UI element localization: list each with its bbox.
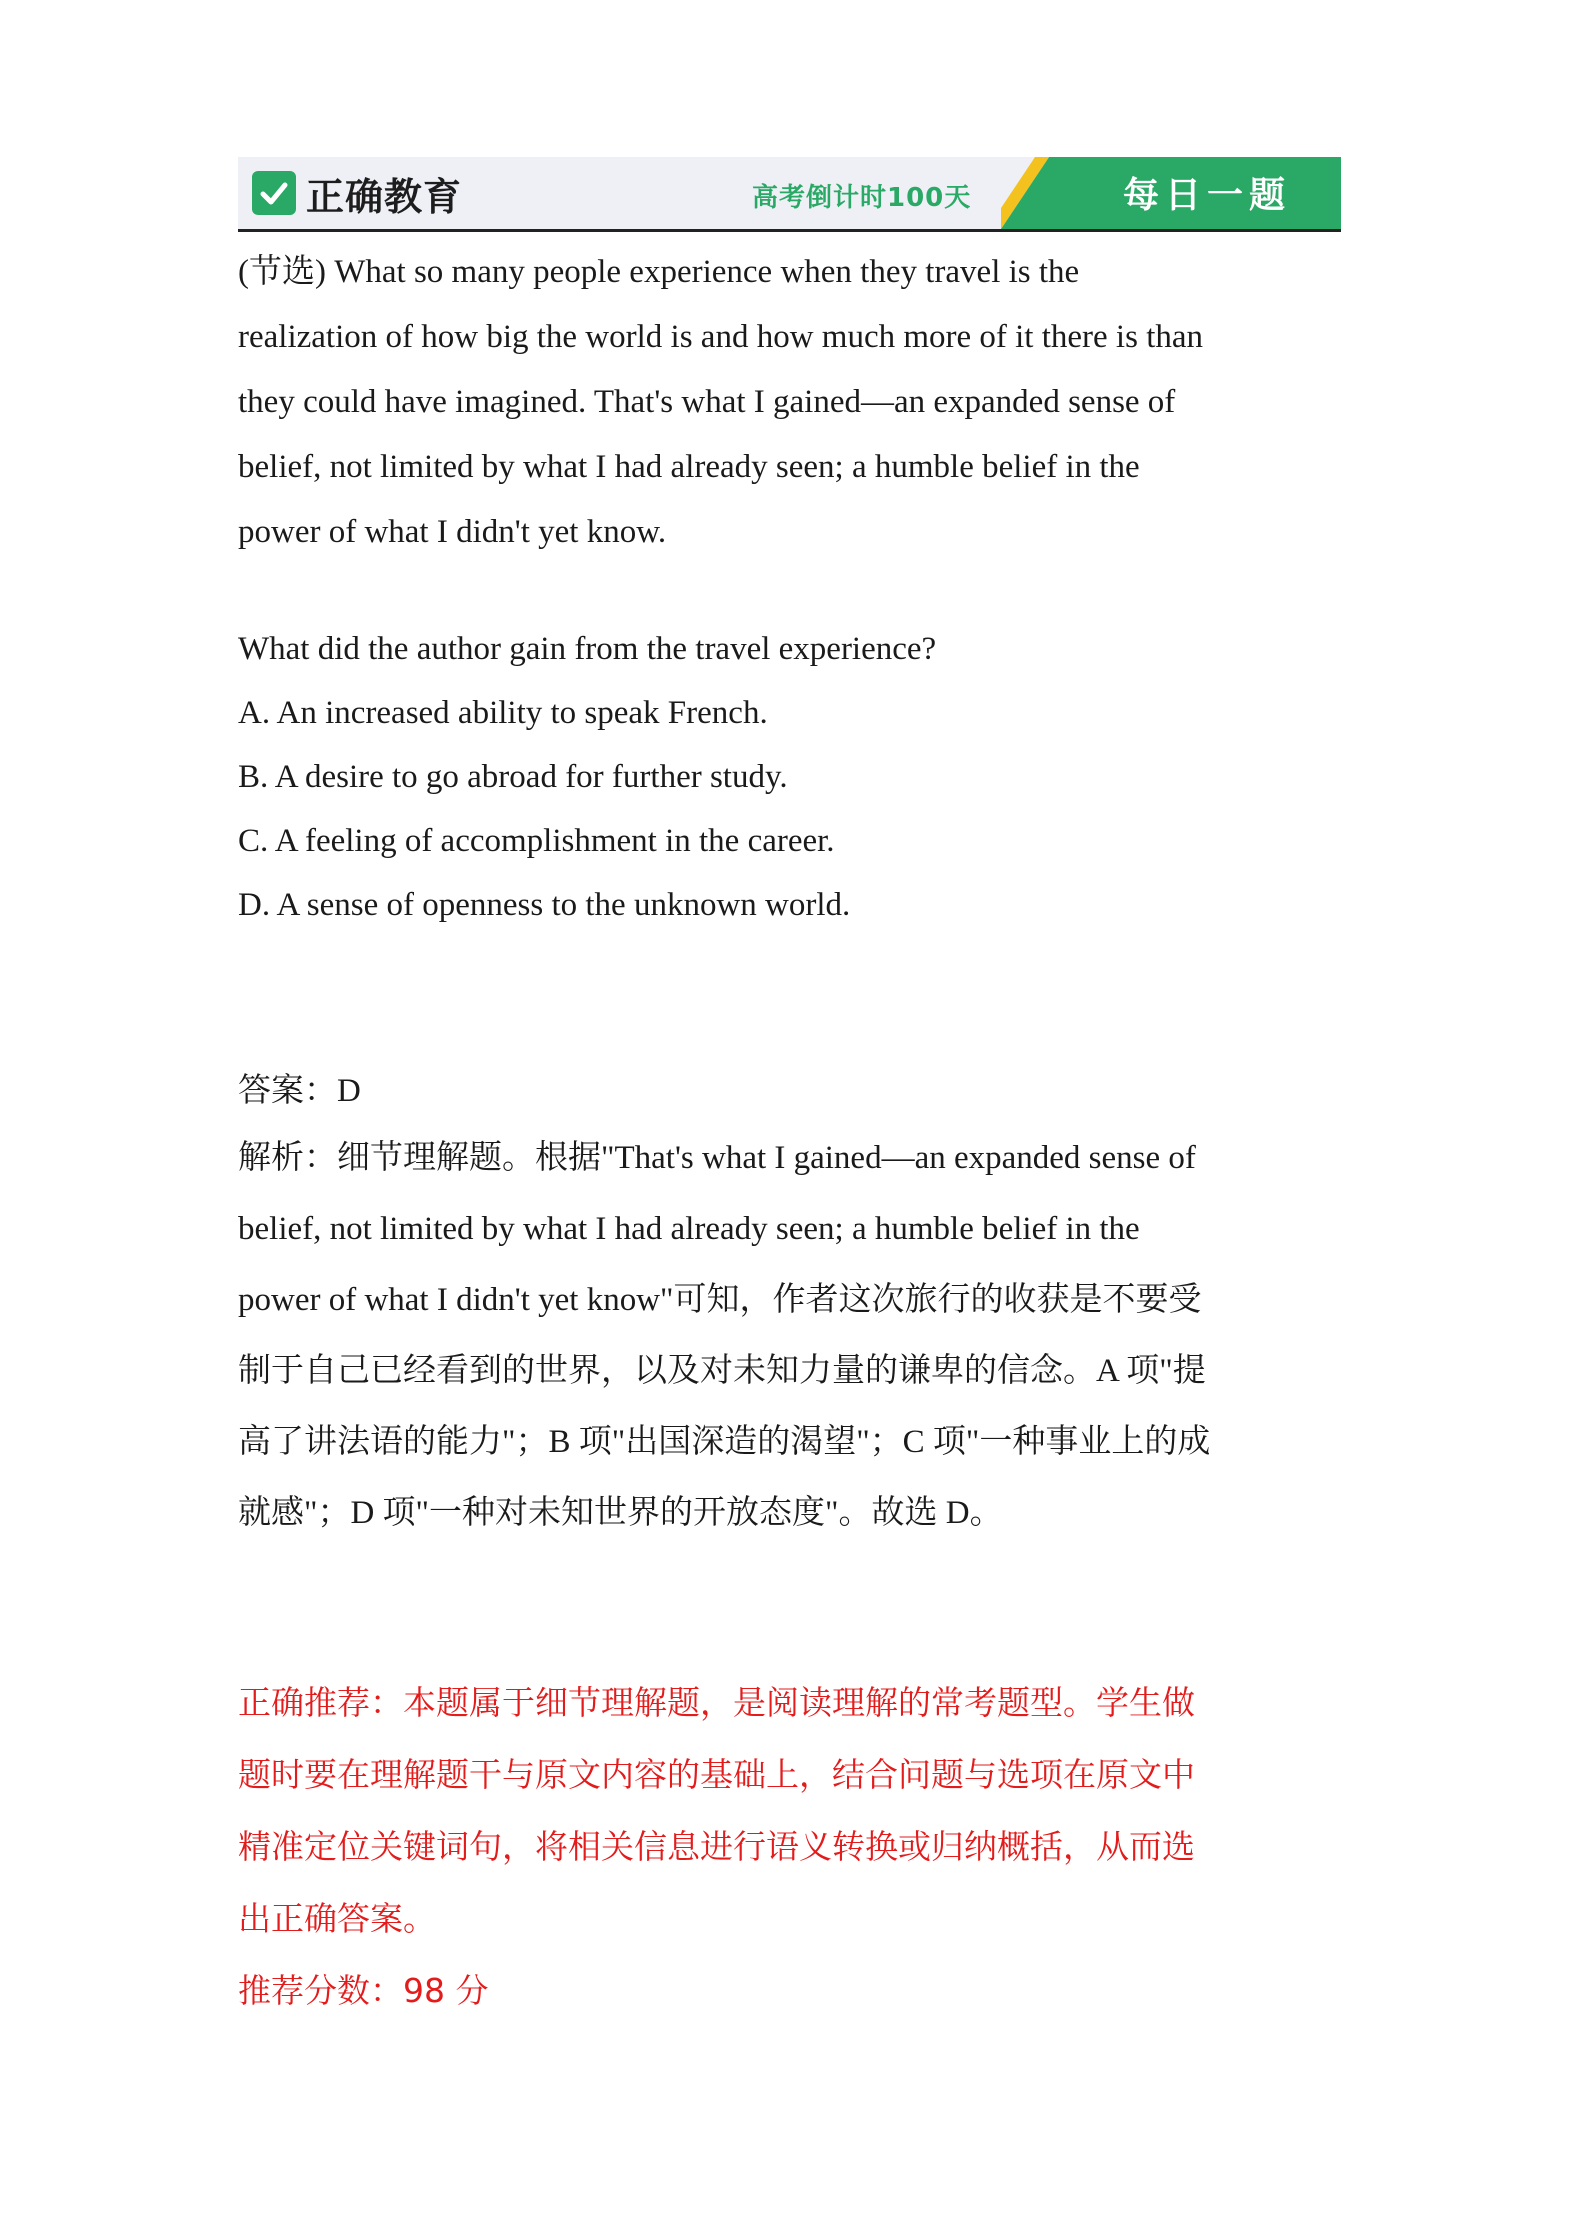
banner-title: 每日一题 bbox=[1122, 175, 1291, 216]
analysis-block bbox=[238, 1123, 1348, 1549]
option-d: D. A sense of openness to the unknown world. bbox=[238, 887, 851, 923]
answer-block bbox=[238, 1059, 1348, 1123]
checkmark-icon bbox=[252, 171, 296, 215]
recommend-score: 推荐分数：98 分 bbox=[238, 1971, 489, 2010]
passage-line: (节选) What so many people experience when they travel is the bbox=[238, 254, 1080, 290]
question-text: What did the author gain from the travel experience? bbox=[238, 631, 937, 667]
brand-logo bbox=[252, 167, 462, 219]
passage-line: they could have imagined. That's what I gained—an expanded sense of bbox=[238, 384, 1176, 420]
recommendation-block bbox=[238, 1667, 1348, 2027]
options-list bbox=[238, 681, 1348, 937]
page-header bbox=[238, 157, 1341, 232]
analysis-line: power of what I didn't yet know"可知，作者这次旅行的收获是不要受 bbox=[238, 1282, 1202, 1318]
passage-line: realization of how big the world is and how much more of it there is than bbox=[238, 319, 1204, 355]
countdown-label: 高考倒计时100天 bbox=[752, 183, 972, 213]
question-block bbox=[238, 617, 1348, 681]
answer-text: 答案：D bbox=[238, 1073, 361, 1109]
analysis-line: 制于自己已经看到的世界，以及对未知力量的谦卑的信念。A 项"提 bbox=[238, 1353, 1206, 1389]
recommend-line: 题时要在理解题干与原文内容的基础上，结合问题与选项在原文中 bbox=[238, 1755, 1195, 1794]
recommend-line: 出正确答案。 bbox=[238, 1899, 436, 1938]
brand-name: 正确教育 bbox=[306, 174, 463, 219]
analysis-line: 就感"；D 项"一种对未知世界的开放态度"。故选 D。 bbox=[238, 1495, 1003, 1531]
passage-line: power of what I didn't yet know. bbox=[238, 514, 667, 550]
analysis-line: 高了讲法语的能力"；B 项"出国深造的渴望"；C 项"一种事业上的成 bbox=[238, 1424, 1211, 1460]
recommend-line: 精准定位关键词句，将相关信息进行语义转换或归纳概括，从而选 bbox=[238, 1827, 1195, 1866]
option-b: B. A desire to go abroad for further study. bbox=[238, 759, 788, 795]
option-c: C. A feeling of accomplishment in the career. bbox=[238, 823, 835, 859]
question-content bbox=[238, 240, 1348, 2027]
reading-passage bbox=[238, 240, 1348, 565]
recommend-line: 正确推荐：本题属于细节理解题，是阅读理解的常考题型。学生做 bbox=[238, 1683, 1195, 1722]
analysis-line: belief, not limited by what I had already seen; a humble belief in the bbox=[238, 1211, 1140, 1247]
passage-line: belief, not limited by what I had already seen; a humble belief in the bbox=[238, 449, 1140, 485]
analysis-line: 解析：细节理解题。根据"That's what I gained—an expanded sense of bbox=[238, 1140, 1196, 1176]
option-a: A. An increased ability to speak French. bbox=[238, 695, 768, 731]
